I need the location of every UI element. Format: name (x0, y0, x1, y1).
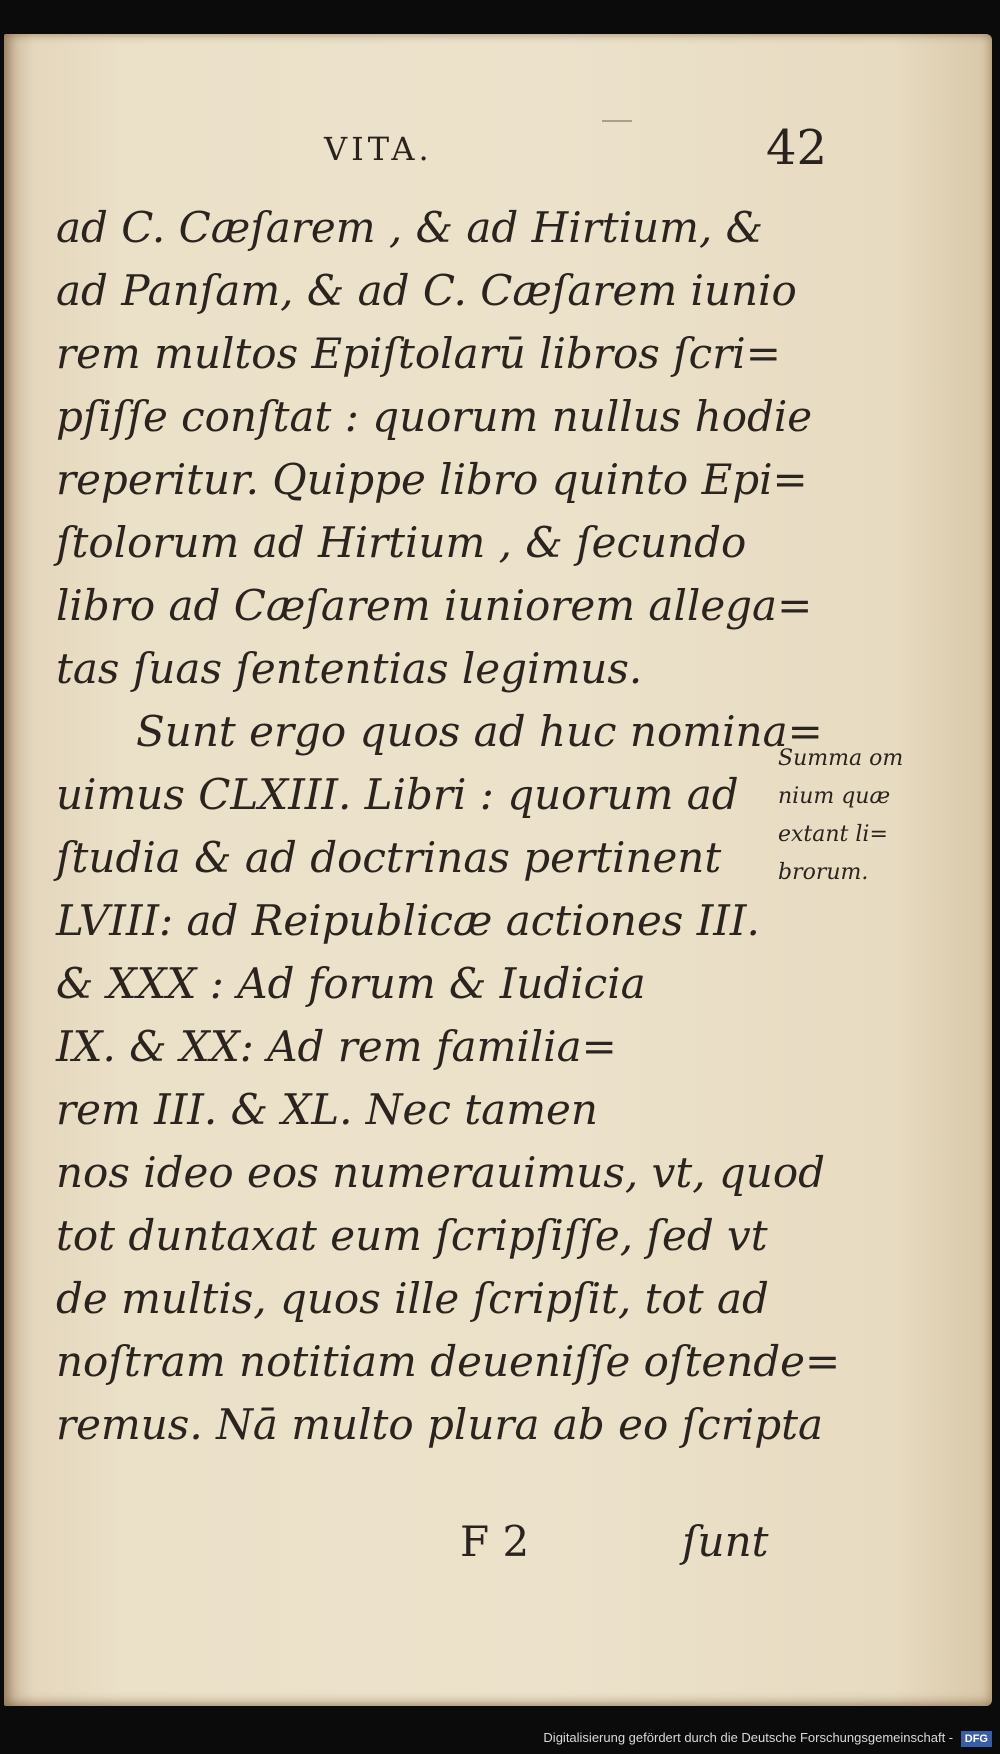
text-line: tas ſuas ſententias legimus. (56, 644, 643, 693)
dfg-logo: DFG (961, 1731, 992, 1747)
marginal-note-line: extant li= (778, 822, 888, 847)
text-line: ad Panſam, & ad C. Cæſarem iunio (56, 266, 797, 315)
text-line: reperitur. Quippe libro quinto Epi= (56, 455, 808, 504)
marginal-note (778, 740, 958, 892)
text-line: ſtolorum ad Hirtium , & ſecundo (56, 518, 747, 567)
text-line: ſtudia & ad doctrinas pertinent (56, 833, 722, 882)
marginal-note-line: Summa om (778, 746, 904, 771)
text-line: & XXX : Ad forum & Iudicia (56, 959, 646, 1008)
credit-text: Digitalisierung gefördert durch die Deutsche Forschungsgemeinschaft - (543, 1730, 954, 1745)
text-line: IX. & XX: Ad rem familia= (56, 1022, 617, 1071)
header-rule (602, 120, 632, 122)
text-line: ad C. Cæſarem , & ad Hirtium, & (56, 203, 764, 252)
text-line: noſtram notitiam deueniſſe oſtende= (56, 1337, 841, 1386)
text-line: de multis, quos ille ſcripſit, tot ad (56, 1274, 769, 1323)
text-line: nos ideo eos numerauimus, vt, quod (56, 1148, 826, 1197)
signature-mark: F 2 (460, 1517, 530, 1566)
text-line: rem III. & XL. Nec tamen (56, 1085, 598, 1134)
text-line: LVIII: ad Reipublicæ actiones III. (56, 896, 760, 945)
text-line: remus. Nā multo plura ab eo ſcripta (56, 1400, 824, 1449)
text-line: rem multos Epiſtolarū libros ſcri= (56, 329, 781, 378)
text-line: uimus CLXIII. Libri : quorum ad (56, 770, 739, 819)
marginal-note-line: brorum. (778, 860, 869, 885)
catchword: ſunt (682, 1517, 769, 1566)
text-line: tot duntaxat eum ſcripſiſſe, ſed vt (56, 1211, 768, 1260)
digitization-credit (543, 1724, 992, 1752)
book-page (4, 34, 992, 1706)
page-number: 42 (766, 120, 828, 176)
signature-line (56, 1510, 768, 1573)
marginal-note-line: nium quæ (778, 784, 891, 809)
running-head: VITA. (324, 130, 433, 168)
text-line: pſiſſe conſtat : quorum nullus hodie (56, 392, 813, 441)
text-line: libro ad Cæſarem iuniorem allega= (56, 581, 813, 630)
paragraph-start-line: Sunt ergo quos ad huc nomina= (136, 707, 823, 756)
